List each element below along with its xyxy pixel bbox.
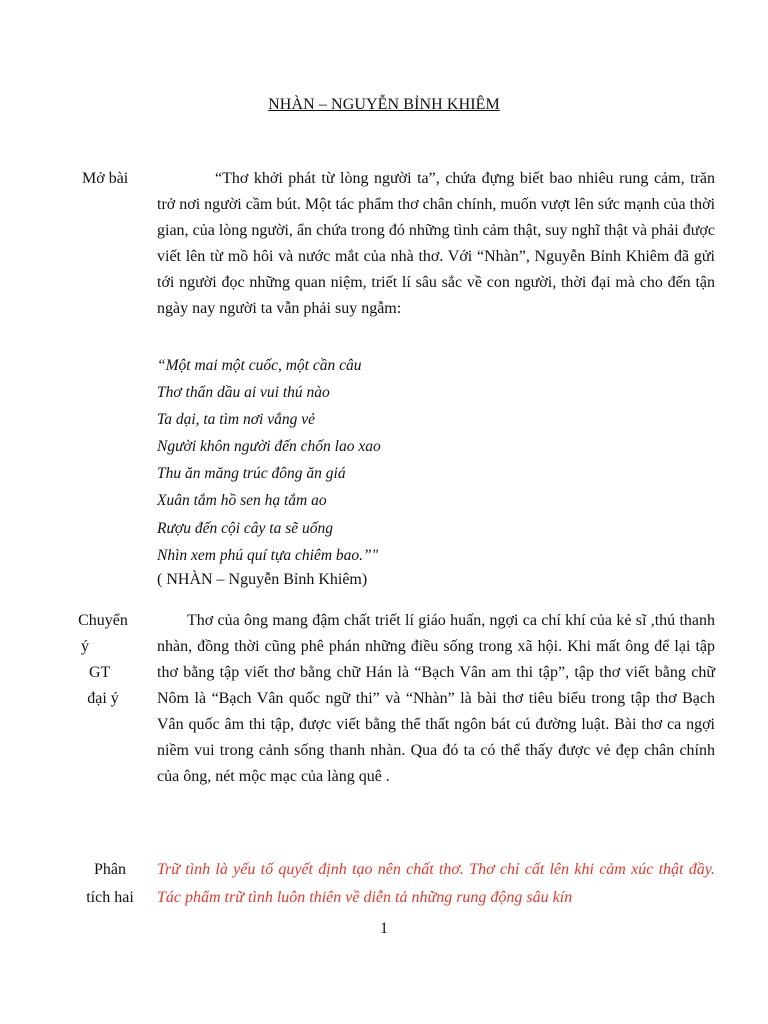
poem-source: ( NHÀN – Nguyễn Bỉnh Khiêm) [157, 571, 368, 588]
page-number: 1 [380, 920, 388, 937]
label-analysis-line: Phân [94, 861, 126, 878]
poem-block [157, 352, 577, 569]
label-transition-line: Chuyển [78, 612, 128, 629]
label-transition-line: ý [81, 638, 89, 655]
poem-line: Xuân tắm hồ sen hạ tắm ao [157, 492, 327, 510]
poem-line: Thơ thẩn dầu ai vui thú nào [157, 384, 330, 402]
label-intro: Mở bài [82, 170, 129, 187]
poem-line: Ta dại, ta tìm nơi vắng vẻ [157, 411, 315, 429]
transition-paragraph [157, 608, 715, 790]
poem-line: Nhìn xem phú quí tựa chiêm bao.”" [157, 546, 379, 564]
label-analysis [80, 856, 140, 912]
label-transition-line: đại ý [87, 690, 119, 707]
intro-paragraph [157, 166, 715, 322]
analysis-paragraph: Trữ tình là yếu tố quyết định tạo nên chất thơ. Thơ chỉ cất lên khi cảm xúc thật đầy. Tác phẩm trữ tình luôn thiên về diễn tả những rung động sâu kín [157, 861, 715, 906]
label-transition-line: GT [89, 664, 111, 681]
document-title: NHÀN – NGUYỄN BỈNH KHIÊM [268, 96, 500, 113]
transition-paragraph-text: Thơ của ông mang đậm chất triết lí giáo huấn, ngợi ca chí khí của kẻ sĩ ,thú thanh nhàn, đồng thời cũng phê phán những điều sống trong xã hội. Khi mất ông để lại tập thơ bằng tập viết thơ bằng chữ Hán là “Bạch Vân am thi tập”, tập thơ viết bằng chữ Nôm là “Bạch Vân quốc ngữ thi” và “Nhàn” là bài thơ tiêu biểu trong tập thơ Bạch Vân quốc âm thi tập, được viết bằng thể thất ngôn bát cú đường luật. Bài thơ ca ngợi niềm vui trong cảnh sống thanh nhàn. Qua đó ta có thể thấy được vẻ đẹp chân chính của ông, nét mộc mạc của làng quê . [157, 612, 715, 785]
intro-paragraph-text: “Thơ khởi phát từ lòng người ta”, chứa đựng biết bao nhiêu rung cảm, trăn trở nơi người cầm bút. Một tác phẩm thơ chân chính, muốn vượt lên sức mạnh của thời gian, của lòng người, ẩn chứa trong đó những tình cảm thật, suy nghĩ thật và phải được viết lên từ mồ hôi và nước mắt của nhà thơ. Với “Nhàn”, Nguyễn Bỉnh Khiêm đã gửi tới người đọc những quan niệm, triết lí sâu sắc về con người, thời đại mà cho đến tận ngày nay người ta vẫn phải suy ngẫm: [157, 170, 716, 317]
label-analysis-line: tích hai [86, 889, 134, 906]
poem-line: Rượu đến cội cây ta sẽ uống [157, 519, 333, 537]
label-transition [76, 608, 130, 712]
poem-line: Thu ăn măng trúc đông ăn giá [157, 465, 346, 483]
poem-line: Người khôn người đến chốn lao xao [157, 438, 381, 456]
poem-line: “Một mai một cuốc, một cần câu [157, 357, 362, 374]
